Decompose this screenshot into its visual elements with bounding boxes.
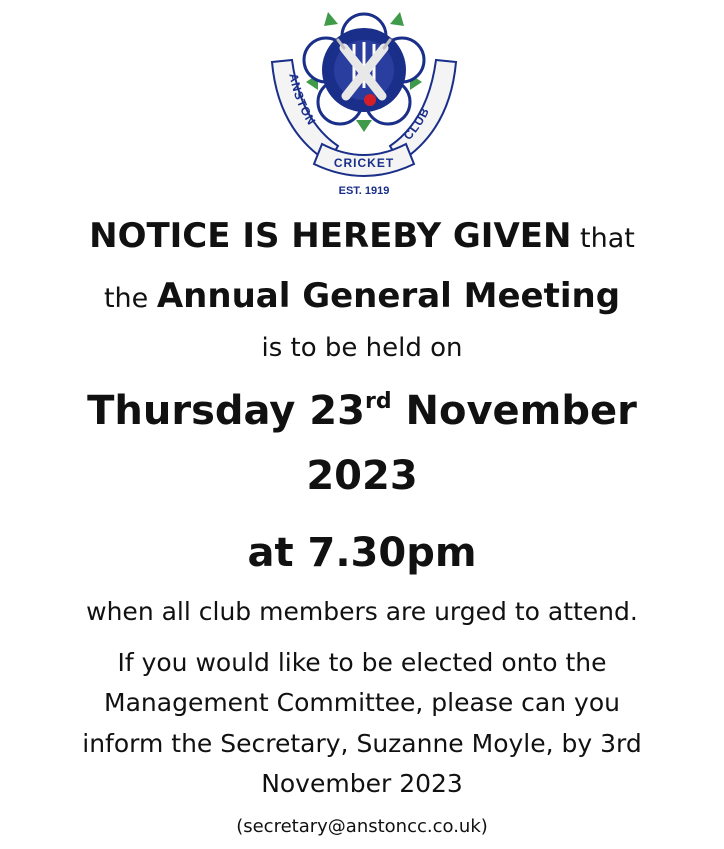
secretary-email: (secretary@anstoncc.co.uk) (236, 816, 488, 837)
anston-cricket-club-logo (266, 4, 462, 200)
notice-hereby-given: NOTICE IS HEREBY GIVEN (89, 216, 572, 256)
election-text-line-4: November 2023 (261, 769, 463, 798)
election-text-line-1: If you would like to be elected onto the (117, 648, 607, 677)
meeting-date-day: Thursday 23 (87, 388, 365, 434)
meeting-time: at 7.30pm (247, 530, 477, 576)
logo-ribbon-right-text: CLUB (400, 104, 433, 143)
notice-that: that (571, 223, 635, 254)
notice-heading-line (0, 216, 724, 256)
agm-lead: the (103, 283, 157, 314)
meeting-year: 2023 (306, 453, 418, 499)
agm-title: Annual General Meeting (156, 276, 621, 316)
meeting-date-suffix: rd (364, 389, 392, 414)
meeting-date (0, 388, 724, 434)
logo-established: EST. 1919 (338, 185, 390, 197)
agm-line (0, 276, 724, 316)
meeting-date-month: November (391, 388, 637, 434)
held-on-text: is to be held on (261, 333, 463, 363)
election-text-line-3: inform the Secretary, Suzanne Moyle, by 3rd (82, 729, 642, 758)
logo-ribbon-middle-text: CRICKET (333, 156, 395, 170)
logo-ribbon-left-text: ANSTON (286, 71, 319, 128)
attend-text: when all club members are urged to attend. (86, 597, 638, 626)
election-text-line-2: Management Committee, please can you (104, 688, 620, 717)
